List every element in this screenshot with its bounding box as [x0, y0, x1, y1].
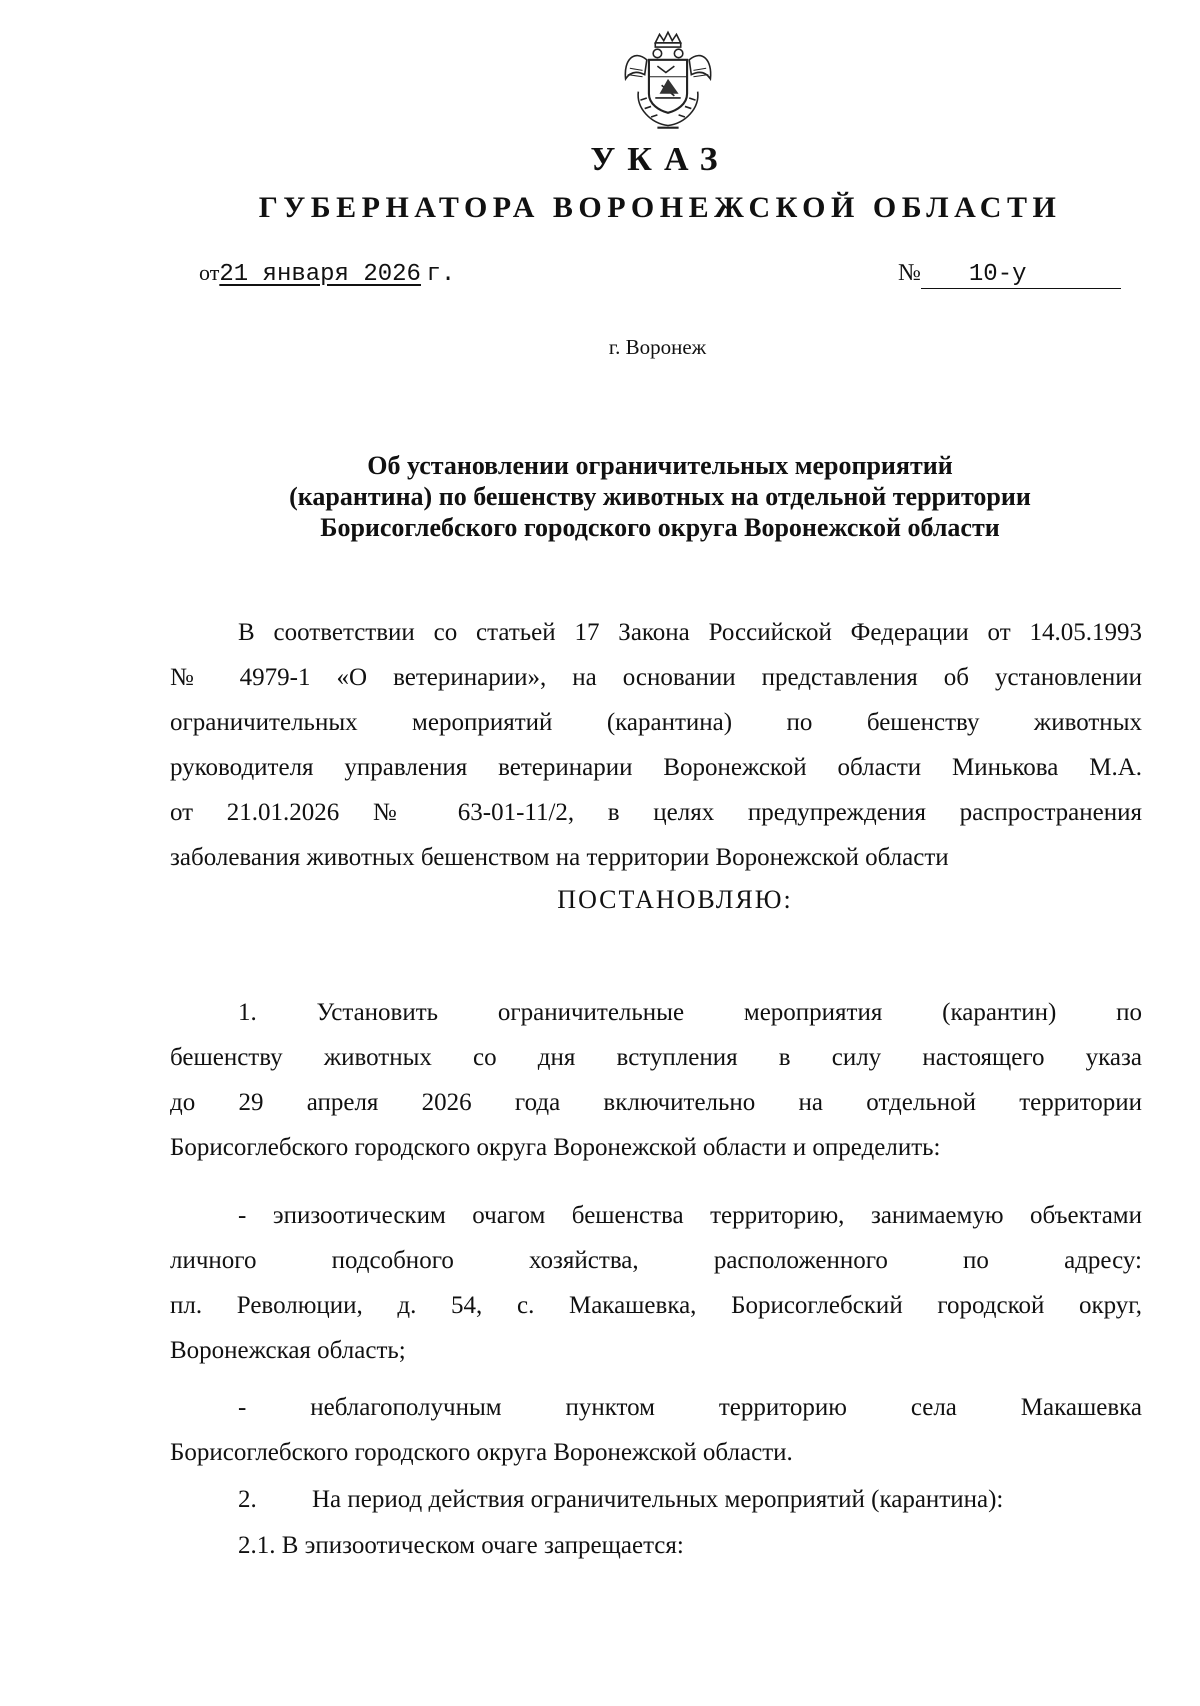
resolve-heading: ПОСТАНОВЛЯЮ:: [557, 885, 793, 914]
paragraph-line: ограничительных мероприятий (карантина) по бешенству животных: [170, 709, 1142, 736]
paragraph-line: пл. Революции, д. 54, с. Макашевка, Борисоглебский городской округ,: [170, 1292, 1142, 1319]
paragraph-line: заболевания животных бешенством на территории Воронежской области: [170, 844, 949, 871]
coat-of-arms-emblem: [615, 28, 721, 134]
paragraph-line: Борисоглебского городского округа Воронежской области и определить:: [170, 1134, 941, 1161]
paragraph-line: - неблагополучным пунктом территорию села Макашевка: [238, 1394, 1142, 1421]
document-title-line: Борисоглебского городского округа Воронежской области: [320, 513, 1000, 542]
paragraph-line: до 29 апреля 2026 года включительно на отдельной территории: [170, 1089, 1142, 1116]
paragraph-line: - эпизоотическим очагом бешенства территорию, занимаемую объектами: [238, 1202, 1142, 1229]
item-2-1-paragraph: 2.1. В эпизоотическом очаге запрещается:: [238, 1532, 684, 1559]
preamble-paragraph: [170, 610, 1142, 880]
item-number: 2.: [238, 1486, 257, 1513]
paragraph-line: № 4979-1 «О ветеринарии», на основании представления об установлении: [170, 664, 1142, 691]
paragraph-line: руководителя управления ветеринарии Воронежской области Минькова М.А.: [170, 754, 1142, 781]
paragraph-line: Борисоглебского городского округа Воронежской области.: [170, 1439, 793, 1466]
item-text: На период действия ограничительных мероприятий (карантина):: [312, 1486, 1004, 1513]
focus-definition-paragraph: [170, 1193, 1142, 1373]
item-1-paragraph: [170, 990, 1142, 1170]
paragraph-line: В соответствии со статьей 17 Закона Российской Федерации от 14.05.1993: [238, 619, 1142, 646]
document-title: [160, 450, 1160, 543]
document-title-line: (карантина) по бешенству животных на отдельной территории: [289, 482, 1031, 511]
paragraph-line: бешенству животных со дня вступления в силу настоящего указа: [170, 1044, 1142, 1071]
paragraph-line: личного подсобного хозяйства, расположенного по адресу:: [170, 1247, 1142, 1274]
number-prefix: №: [898, 260, 921, 286]
number-value: 10-у: [921, 262, 1121, 289]
unfavorable-point-paragraph: [170, 1385, 1142, 1475]
decree-number: [898, 258, 1121, 289]
decree-title: УКАЗ: [590, 141, 730, 178]
decree-issuer: ГУБЕРНАТОРА ВОРОНЕЖСКОЙ ОБЛАСТИ: [258, 191, 1062, 224]
document-title-line: Об установлении ограничительных мероприятий: [367, 451, 953, 480]
paragraph-line: 1. Установить ограничительные мероприятия (карантин) по: [238, 999, 1142, 1026]
paragraph-line: Воронежская область;: [170, 1337, 406, 1364]
city-label: г. Воронеж: [608, 335, 707, 359]
decree-date: [199, 258, 455, 290]
item-2-paragraph: [238, 1477, 1003, 1522]
date-value: 21 января 2026: [219, 261, 421, 288]
paragraph-line: от 21.01.2026 № 63-01-11/2, в целях предупреждения распространения: [170, 799, 1142, 826]
date-suffix: г.: [426, 261, 456, 288]
date-prefix: от: [199, 260, 220, 285]
